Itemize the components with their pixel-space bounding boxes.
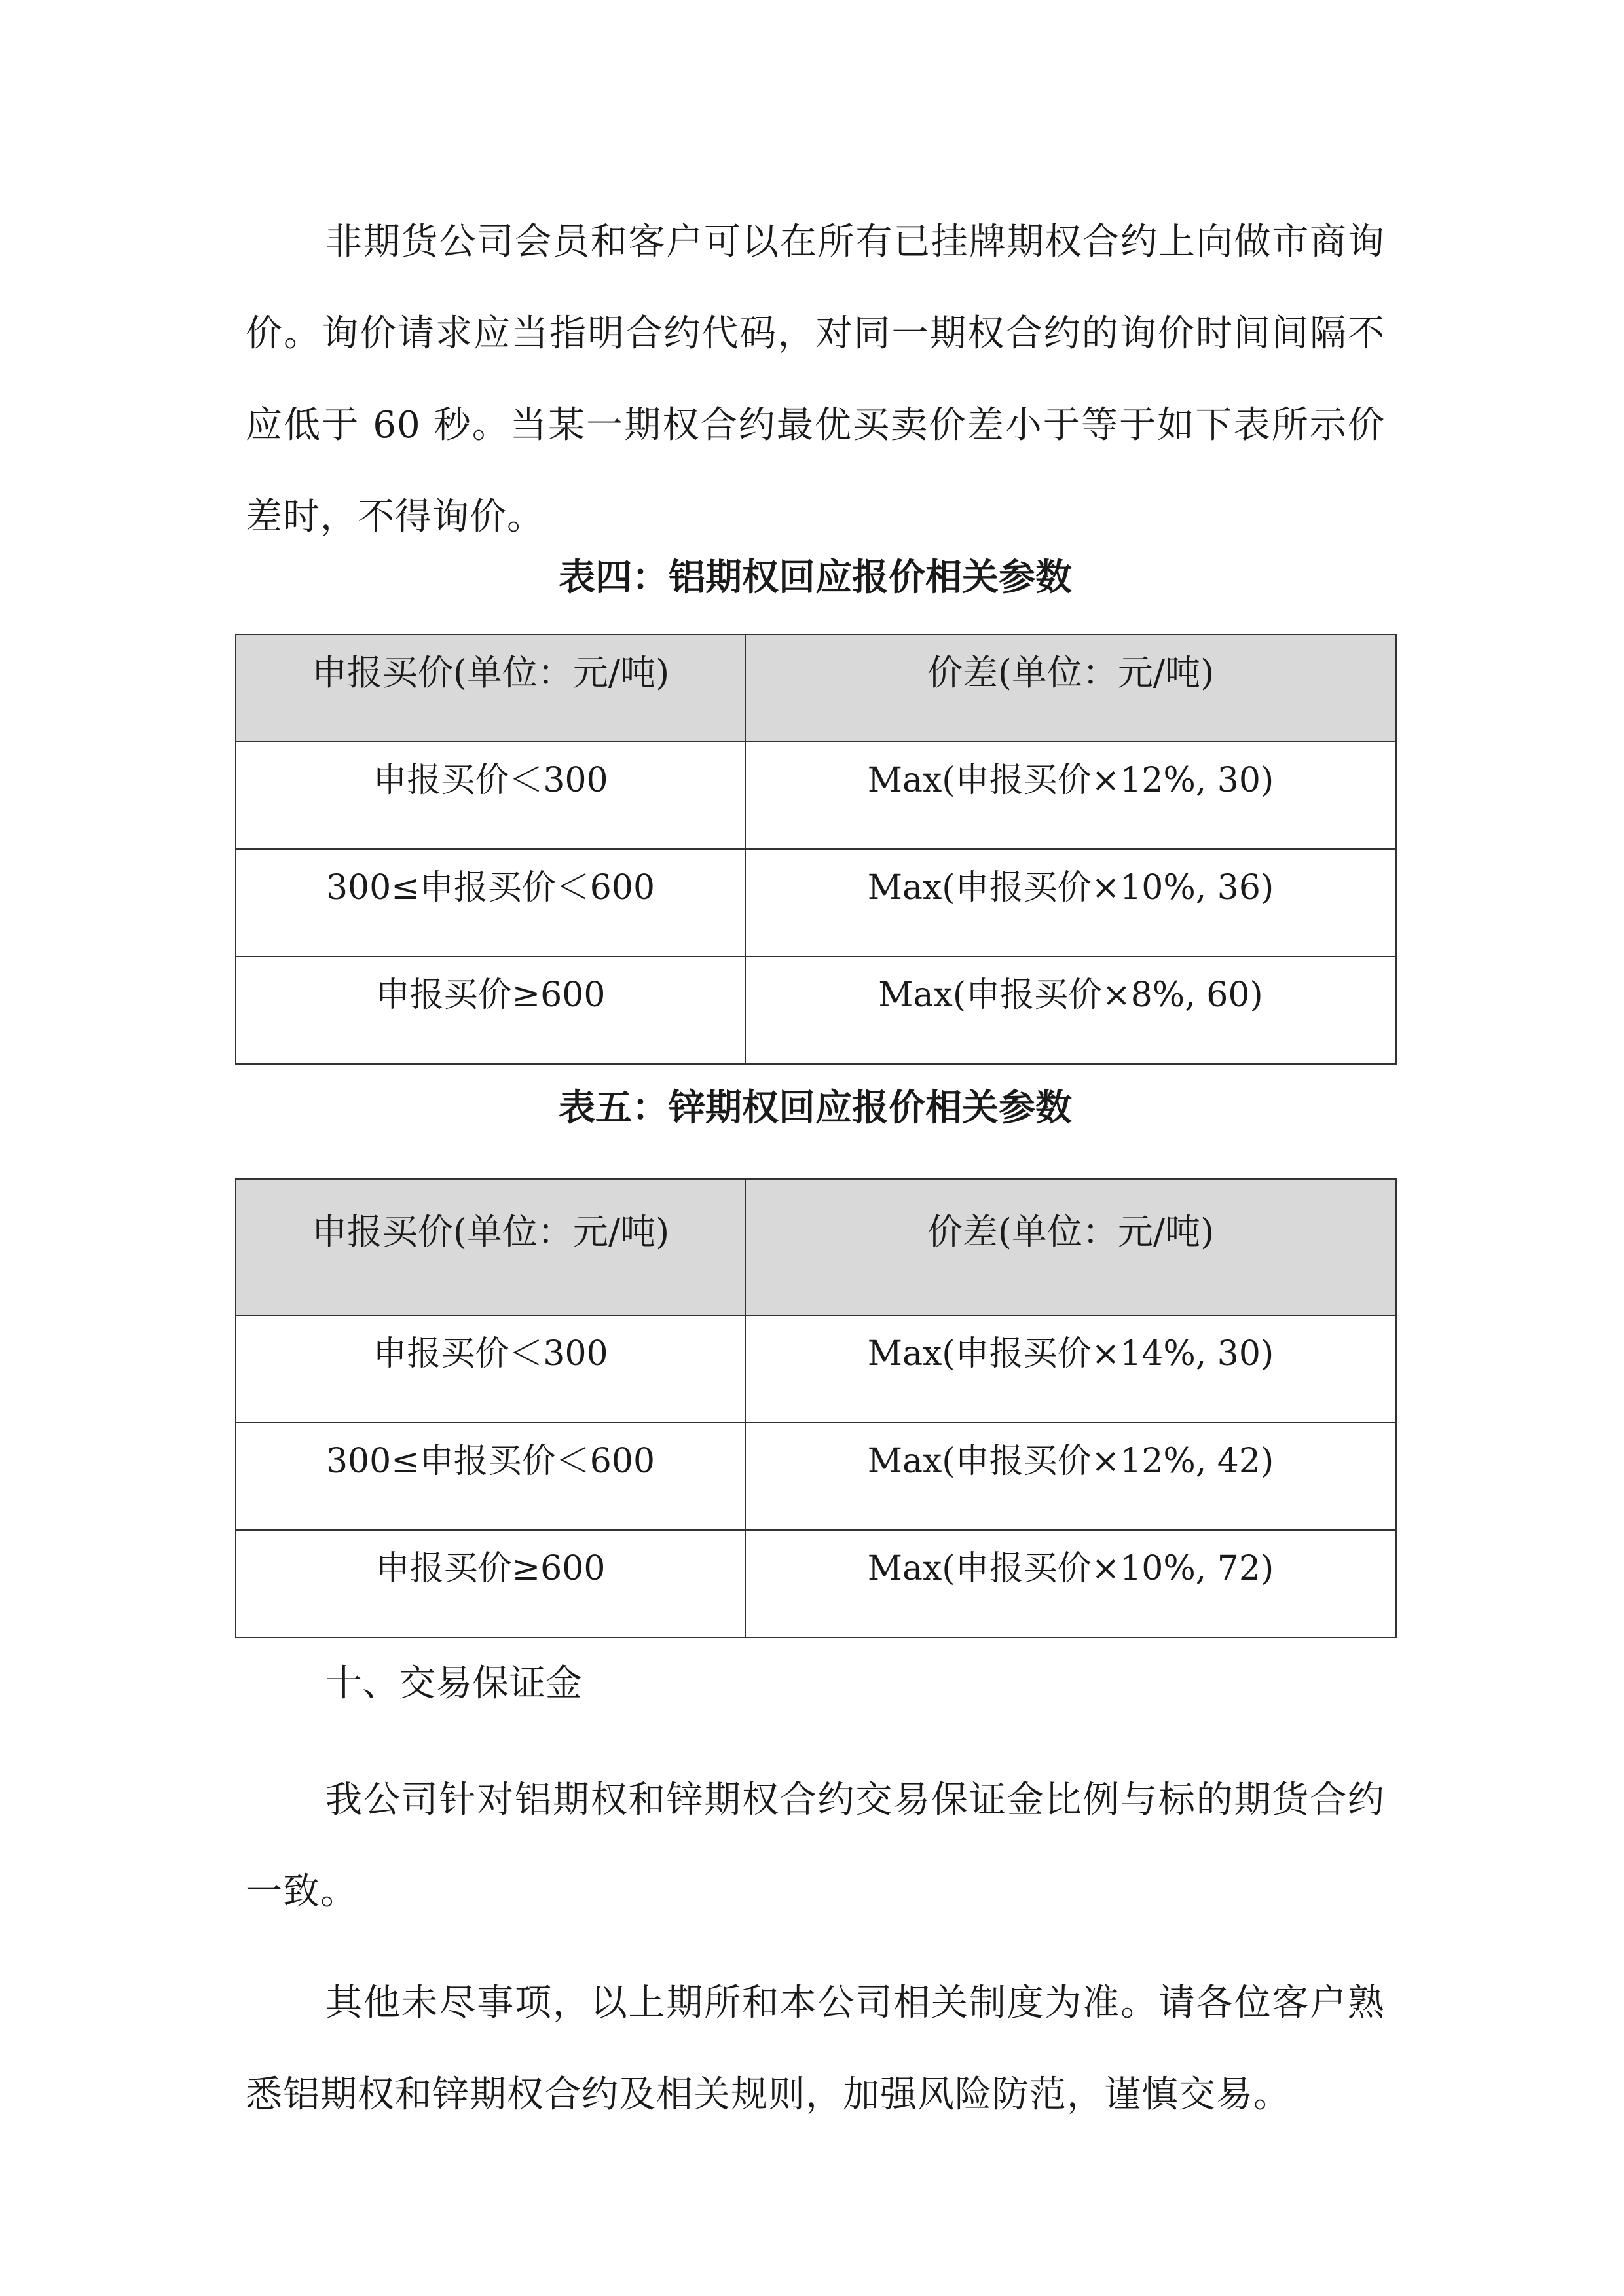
- aluminum-spread-table: [235, 634, 1397, 1065]
- table5-caption: 表五：锌期权回应报价相关参数: [559, 1086, 1072, 1129]
- table-row: [236, 957, 1396, 1064]
- column-header-spread: 价差(单位：元/吨): [745, 634, 1396, 742]
- spread-formula-cell: Max(申报买价×14%, 30): [745, 1315, 1396, 1423]
- spread-formula-cell: Max(申报买价×8%, 60): [745, 957, 1396, 1064]
- column-header-bid-price: 申报买价(单位：元/吨): [236, 634, 745, 742]
- spread-formula-cell: Max(申报买价×12%, 30): [745, 742, 1396, 849]
- bid-price-range-cell: 300≤申报买价＜600: [236, 849, 745, 957]
- table-row: [236, 849, 1396, 957]
- column-header-spread: 价差(单位：元/吨): [745, 1179, 1396, 1315]
- margin-paragraph: 我公司针对铝期权和锌期权合约交易保证金比例与标的期货合约一致。: [246, 1779, 1385, 1913]
- intro-paragraph: 非期货公司会员和客户可以在所有已挂牌期权合约上向做市商询价。询价请求应当指明合约代码，对同一期权合约的询价时间间隔不应低于 60 秒。当某一期权合约最优买卖价差小于等于如下表所示价差时，不得询价。: [246, 221, 1385, 538]
- table-row: [236, 1530, 1396, 1637]
- bid-price-range-cell: 申报买价＜300: [236, 1315, 745, 1423]
- table-header-row: [236, 1179, 1396, 1315]
- spread-formula-cell: Max(申报买价×10%, 72): [745, 1530, 1396, 1637]
- bid-price-range-cell: 申报买价≥600: [236, 957, 745, 1064]
- spread-formula-cell: Max(申报买价×12%, 42): [745, 1423, 1396, 1530]
- table4-caption: 表四：铝期权回应报价相关参数: [559, 556, 1072, 599]
- table-header-row: [236, 634, 1396, 742]
- spread-formula-cell: Max(申报买价×10%, 36): [745, 849, 1396, 957]
- bid-price-range-cell: 申报买价＜300: [236, 742, 745, 849]
- column-header-bid-price: 申报买价(单位：元/吨): [236, 1179, 745, 1315]
- table-row: [236, 1315, 1396, 1423]
- section-heading-margin: 十、交易保证金: [325, 1662, 582, 1705]
- bid-price-range-cell: 申报买价≥600: [236, 1530, 745, 1637]
- bid-price-range-cell: 300≤申报买价＜600: [236, 1423, 745, 1530]
- zinc-spread-table: [235, 1178, 1397, 1638]
- closing-paragraph: 其他未尽事项，以上期所和本公司相关制度为准。请各位客户熟悉铝期权和锌期权合约及相关规则，加强风险防范，谨慎交易。: [246, 1982, 1385, 2116]
- table-row: [236, 742, 1396, 849]
- table-row: [236, 1423, 1396, 1530]
